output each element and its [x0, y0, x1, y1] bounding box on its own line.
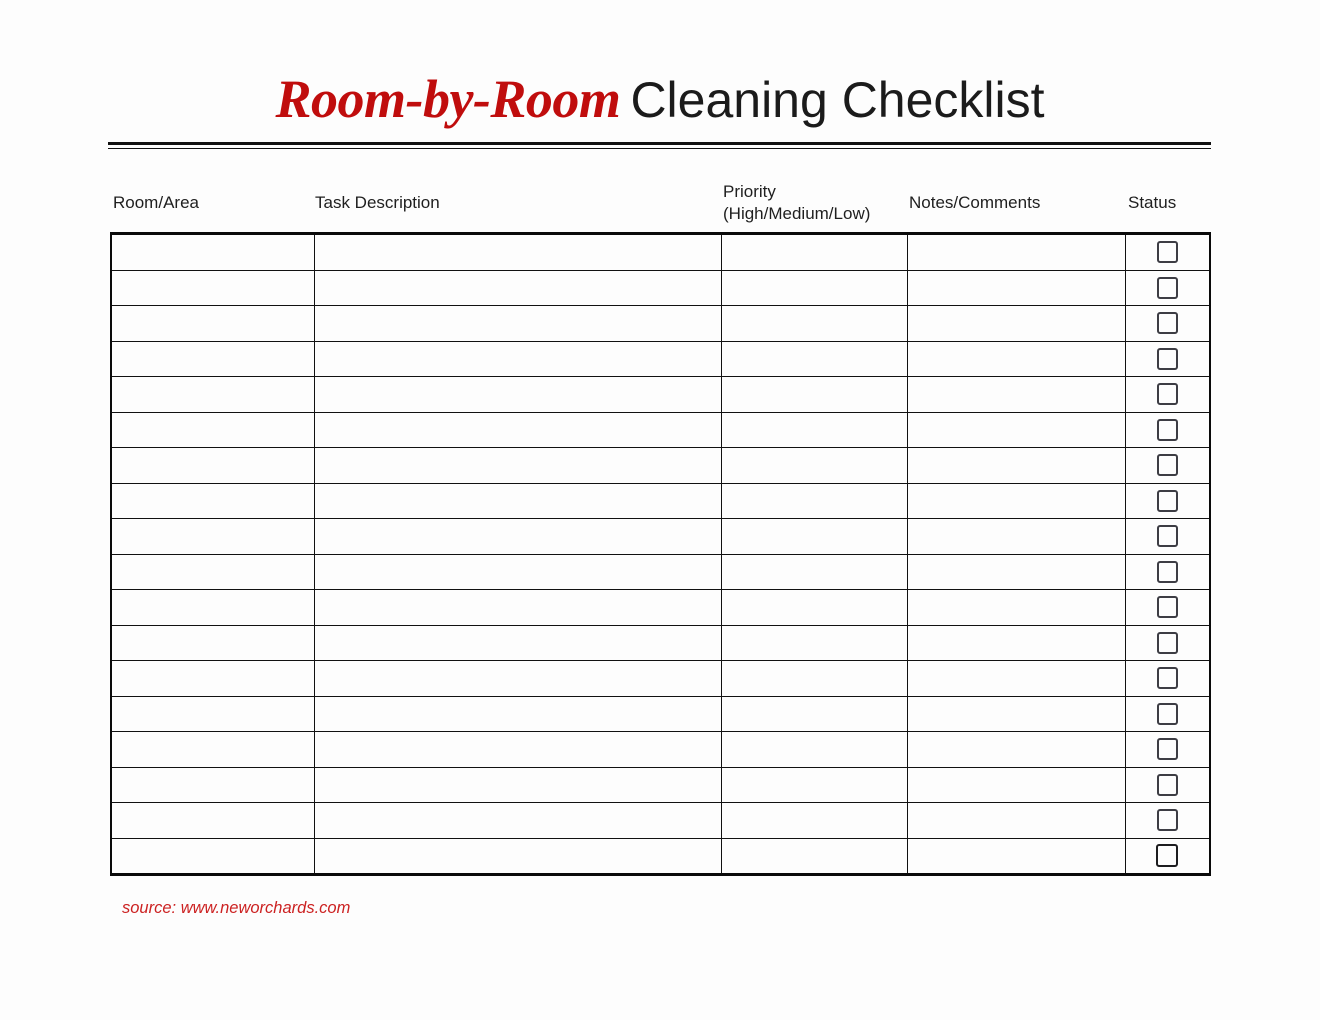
cell-room[interactable] — [111, 519, 314, 555]
cell-prio[interactable] — [721, 341, 907, 377]
checkbox-unchecked-icon[interactable] — [1157, 348, 1178, 370]
table-row[interactable] — [111, 554, 1210, 590]
cell-notes[interactable] — [907, 234, 1125, 271]
cell-notes[interactable] — [907, 341, 1125, 377]
title-divider — [108, 142, 1211, 149]
table-row[interactable] — [111, 696, 1210, 732]
cell-notes[interactable] — [907, 767, 1125, 803]
cell-status[interactable] — [1125, 838, 1210, 875]
table-row[interactable] — [111, 341, 1210, 377]
column-header-status: Status — [1128, 193, 1177, 212]
cell-room[interactable] — [111, 661, 314, 697]
cell-task[interactable] — [314, 696, 721, 732]
cell-room[interactable] — [111, 234, 314, 271]
table-row[interactable] — [111, 590, 1210, 626]
checkbox-unchecked-icon[interactable] — [1157, 419, 1178, 441]
page-title-accent: Room-by-Room — [275, 69, 621, 129]
checkbox-unchecked-icon[interactable] — [1157, 703, 1178, 725]
cell-prio[interactable] — [721, 234, 907, 271]
cell-notes[interactable] — [907, 696, 1125, 732]
table-row[interactable] — [111, 270, 1210, 306]
cell-prio[interactable] — [721, 306, 907, 342]
cell-task[interactable] — [314, 377, 721, 413]
cell-prio[interactable] — [721, 590, 907, 626]
cell-status[interactable] — [1125, 306, 1210, 342]
cell-status[interactable] — [1125, 270, 1210, 306]
cell-task[interactable] — [314, 732, 721, 768]
cell-prio[interactable] — [721, 554, 907, 590]
cell-task[interactable] — [314, 306, 721, 342]
table-row[interactable] — [111, 625, 1210, 661]
cell-status[interactable] — [1125, 234, 1210, 271]
cell-notes[interactable] — [907, 625, 1125, 661]
cell-status[interactable] — [1125, 661, 1210, 697]
cell-room[interactable] — [111, 306, 314, 342]
cell-status[interactable] — [1125, 554, 1210, 590]
checkbox-unchecked-icon[interactable] — [1157, 632, 1178, 654]
column-header-priority-line2: (High/Medium/Low) — [723, 204, 871, 223]
cell-task[interactable] — [314, 483, 721, 519]
cell-prio[interactable] — [721, 412, 907, 448]
cell-notes[interactable] — [907, 448, 1125, 484]
table-row[interactable] — [111, 661, 1210, 697]
cell-room[interactable] — [111, 696, 314, 732]
cell-prio[interactable] — [721, 448, 907, 484]
cell-prio[interactable] — [721, 696, 907, 732]
cell-task[interactable] — [314, 590, 721, 626]
cell-status[interactable] — [1125, 803, 1210, 839]
cell-prio[interactable] — [721, 767, 907, 803]
cell-room[interactable] — [111, 803, 314, 839]
checkbox-unchecked-icon[interactable] — [1157, 667, 1178, 689]
checkbox-unchecked-icon[interactable] — [1157, 277, 1178, 299]
page-title — [0, 68, 1320, 130]
checkbox-unchecked-icon[interactable] — [1157, 312, 1178, 334]
table-row[interactable] — [111, 732, 1210, 768]
cell-status[interactable] — [1125, 448, 1210, 484]
cell-prio[interactable] — [721, 661, 907, 697]
cell-notes[interactable] — [907, 483, 1125, 519]
checkbox-unchecked-icon[interactable] — [1157, 383, 1178, 405]
checkbox-unchecked-icon[interactable] — [1157, 454, 1178, 476]
table-row[interactable] — [111, 377, 1210, 413]
checkbox-unchecked-icon[interactable] — [1157, 561, 1178, 583]
cell-room[interactable] — [111, 377, 314, 413]
table-row[interactable] — [111, 448, 1210, 484]
cell-room[interactable] — [111, 341, 314, 377]
cell-notes[interactable] — [907, 838, 1125, 875]
cell-status[interactable] — [1125, 341, 1210, 377]
cell-room[interactable] — [111, 412, 314, 448]
cell-prio[interactable] — [721, 483, 907, 519]
cell-notes[interactable] — [907, 732, 1125, 768]
cell-notes[interactable] — [907, 554, 1125, 590]
cell-task[interactable] — [314, 803, 721, 839]
cell-room[interactable] — [111, 448, 314, 484]
cell-status[interactable] — [1125, 377, 1210, 413]
cell-notes[interactable] — [907, 590, 1125, 626]
cell-status[interactable] — [1125, 767, 1210, 803]
checkbox-unchecked-icon[interactable] — [1157, 596, 1178, 618]
cell-room[interactable] — [111, 732, 314, 768]
checkbox-unchecked-icon[interactable] — [1157, 525, 1178, 547]
cell-prio[interactable] — [721, 270, 907, 306]
column-header-room-area: Room/Area — [113, 193, 199, 212]
cell-task[interactable] — [314, 625, 721, 661]
cell-notes[interactable] — [907, 306, 1125, 342]
cell-notes[interactable] — [907, 519, 1125, 555]
cell-prio[interactable] — [721, 377, 907, 413]
cell-status[interactable] — [1125, 412, 1210, 448]
table-row[interactable] — [111, 306, 1210, 342]
cell-task[interactable] — [314, 234, 721, 271]
cell-prio[interactable] — [721, 625, 907, 661]
cell-prio[interactable] — [721, 519, 907, 555]
cell-prio[interactable] — [721, 803, 907, 839]
cell-room[interactable] — [111, 554, 314, 590]
checklist-table — [110, 232, 1211, 876]
cell-status[interactable] — [1125, 519, 1210, 555]
cell-status[interactable] — [1125, 625, 1210, 661]
table-row[interactable] — [111, 519, 1210, 555]
cell-task[interactable] — [314, 838, 721, 875]
cell-room[interactable] — [111, 838, 314, 875]
cell-status[interactable] — [1125, 696, 1210, 732]
cell-room[interactable] — [111, 483, 314, 519]
cell-task[interactable] — [314, 661, 721, 697]
cell-task[interactable] — [314, 448, 721, 484]
cell-notes[interactable] — [907, 803, 1125, 839]
cell-prio[interactable] — [721, 838, 907, 875]
checkbox-unchecked-icon[interactable] — [1157, 241, 1178, 263]
page-title-main: Cleaning Checklist — [630, 72, 1045, 128]
column-header-priority-line1: Priority — [723, 182, 776, 201]
cell-notes[interactable] — [907, 661, 1125, 697]
column-header-notes-comments: Notes/Comments — [909, 193, 1041, 212]
cell-room[interactable] — [111, 590, 314, 626]
checkbox-unchecked-icon[interactable] — [1157, 738, 1178, 760]
cell-notes[interactable] — [907, 412, 1125, 448]
cell-task[interactable] — [314, 341, 721, 377]
cell-task[interactable] — [314, 554, 721, 590]
column-header-task-description: Task Description — [315, 193, 440, 212]
table-row[interactable] — [111, 767, 1210, 803]
cell-task[interactable] — [314, 270, 721, 306]
table-row[interactable] — [111, 803, 1210, 839]
cell-status[interactable] — [1125, 732, 1210, 768]
source-credit: source: www.neworchards.com — [122, 899, 351, 917]
table-column-headers — [110, 176, 1209, 230]
cell-room[interactable] — [111, 270, 314, 306]
cell-prio[interactable] — [721, 732, 907, 768]
checklist-table-body — [111, 234, 1210, 875]
cell-task[interactable] — [314, 519, 721, 555]
checkbox-unchecked-icon[interactable] — [1157, 774, 1178, 796]
checkbox-unchecked-icon[interactable] — [1156, 844, 1178, 867]
table-row[interactable] — [111, 838, 1210, 875]
table-row[interactable] — [111, 483, 1210, 519]
checkbox-unchecked-icon[interactable] — [1157, 490, 1178, 512]
table-row[interactable] — [111, 234, 1210, 271]
column-header-priority — [723, 181, 870, 225]
cell-status[interactable] — [1125, 590, 1210, 626]
cell-notes[interactable] — [907, 377, 1125, 413]
checkbox-unchecked-icon[interactable] — [1157, 809, 1178, 831]
cell-room[interactable] — [111, 625, 314, 661]
cell-task[interactable] — [314, 412, 721, 448]
cell-notes[interactable] — [907, 270, 1125, 306]
cell-room[interactable] — [111, 767, 314, 803]
table-row[interactable] — [111, 412, 1210, 448]
cell-task[interactable] — [314, 767, 721, 803]
cell-status[interactable] — [1125, 483, 1210, 519]
